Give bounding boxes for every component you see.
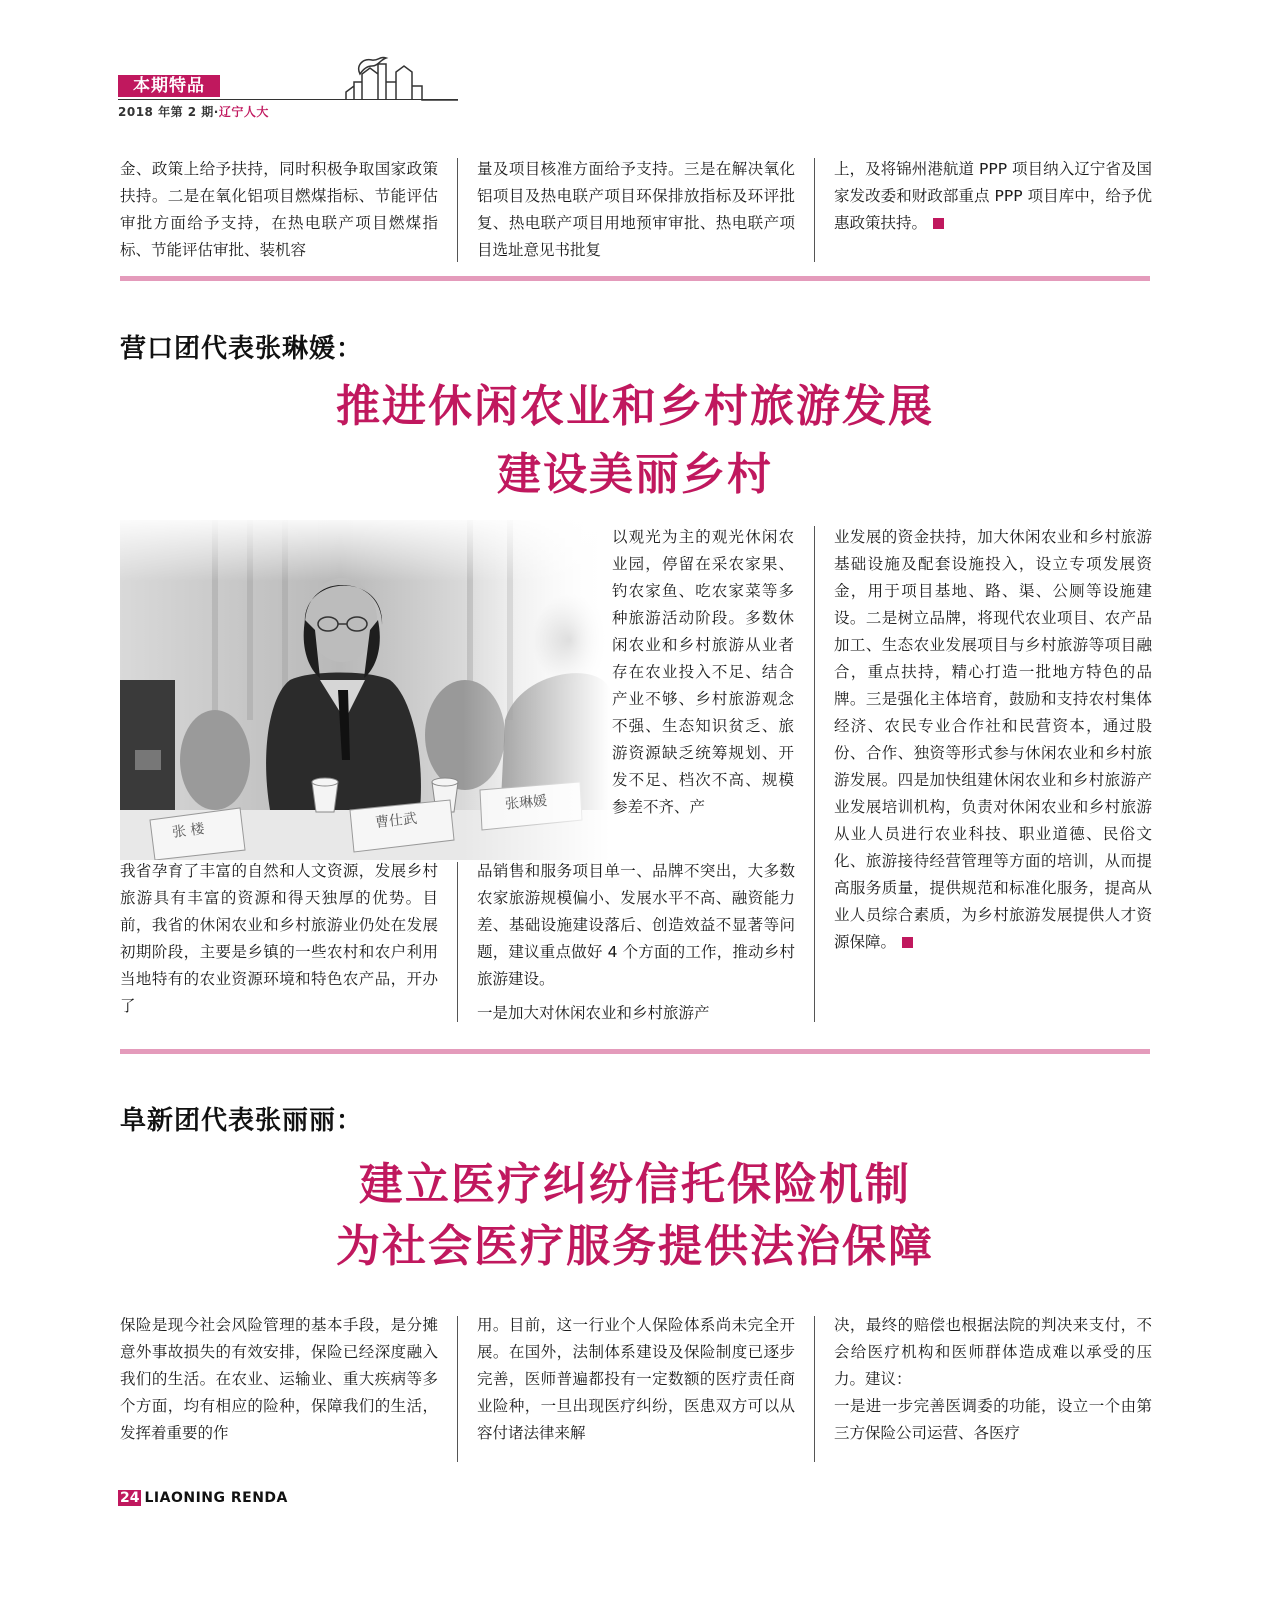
issue-info bbox=[118, 103, 269, 120]
article1-right-column bbox=[834, 524, 1152, 956]
column-rule bbox=[457, 862, 458, 1022]
column-rule bbox=[457, 1316, 458, 1462]
nameplate-2: 曹仕武 bbox=[374, 810, 418, 832]
section-label: 本期特品 bbox=[118, 75, 220, 97]
article2-title-line2: 为社会医疗服务提供法治保障 bbox=[336, 1221, 934, 1272]
column-rule bbox=[814, 158, 815, 262]
column-rule bbox=[814, 526, 815, 1022]
article1-middle-column: 品销售和服务项目单一、品牌不突出，大多数农家旅游规模偏小、发展水平不高、融资能力差、基础设施建设落后、创造效益不显著等问题，建议重点做好 4 个方面的工作，推动乡村旅游建设。 bbox=[477, 862, 795, 988]
article1-title-line1: 推进休闲农业和乡村旅游发展 bbox=[336, 381, 934, 432]
top-column-3-text: 上，及将锦州港航道 PPP 项目纳入辽宁省及国家发改委和财政部重点 PPP 项目库中，给予优惠政策扶持。 bbox=[834, 160, 1152, 232]
article1-right-column-text: 业发展的资金扶持，加大休闲农业和乡村旅游基础设施及配套设施投入，设立专项发展资金，用于项目基地、路、渠、公厕等设施建设。二是树立品牌，将现代农业项目、农产品加工、生态农业发展项目与乡村旅游等项目融合，重点扶持，精心打造一批地方特色的品牌。三是强化主体培育，鼓励和支持农村集体经济、农民专业合作社和民营资本，通过股份、合作、独资等形式参与休闲农业和乡村旅游发展。四是加快组建休闲农业和乡村旅游产业发展培训机构，负责对休闲农业和乡村旅游从业人员进行农业科技、职业道德、民俗文化、旅游接待经营管理等方面的培训，从而提高服务质量，提供规范和标准化服务，提高从业人员综合素质，为乡村旅游发展提供人才资源保障。 bbox=[834, 528, 1152, 951]
section-divider bbox=[120, 1049, 1150, 1054]
article2-right-column: 决，最终的赔偿也根据法院的判决来支付，不会给医疗机构和医师群体造成难以承受的压力。建议： bbox=[834, 1316, 1152, 1388]
article2-right-column-para2: 一是进一步完善医调委的功能，设立一个由第三方保险公司运营、各医疗 bbox=[834, 1397, 1152, 1442]
column-rule bbox=[457, 158, 458, 262]
top-column-3 bbox=[834, 156, 1152, 237]
article1-representative: 营口团代表张琳媛： bbox=[120, 334, 364, 364]
article2-title-line1: 建立医疗纠纷信托保险机制 bbox=[359, 1159, 911, 1210]
page-number: 24 bbox=[120, 1490, 140, 1506]
article2-representative: 阜新团代表张丽丽： bbox=[120, 1106, 364, 1136]
magazine-name: 辽宁人大 bbox=[218, 105, 269, 119]
section-divider bbox=[120, 276, 1150, 281]
article1-title-line2: 建设美丽乡村 bbox=[497, 449, 773, 500]
article1-middle-column-para2: 一是加大对休闲农业和乡村旅游产 bbox=[477, 1004, 710, 1022]
column-rule bbox=[814, 1316, 815, 1462]
end-mark-icon bbox=[902, 937, 913, 948]
top-column-1: 金、政策上给予扶持，同时积极争取国家政策扶持。二是在氧化铝项目燃煤指标、节能评估审批方面给予支持，在热电联产项目燃煤指标、节能评估审批、装机容 bbox=[120, 160, 438, 259]
nameplate-1: 张 楼 bbox=[171, 821, 206, 841]
article2-middle-column: 用。目前，这一行业个人保险体系尚未完全开展。在国外，法制体系建设及保险制度已逐步完善，医师普遍都投有一定数额的医疗责任商业险种，一旦出现医疗纠纷，医患双方可以从容付诸法律来解 bbox=[477, 1316, 795, 1442]
page-footer bbox=[118, 1490, 288, 1506]
footer-magazine-name: LIAONING RENDA bbox=[144, 1490, 288, 1506]
end-mark-icon bbox=[933, 218, 944, 229]
article2-left-column: 保险是现今社会风险管理的基本手段，是分摊意外事故损失的有效安排，保险已经深度融入我们的生活。在农业、运输业、重大疾病等多个方面，均有相应的险种，保障我们的生活，发挥着重要的作 bbox=[120, 1316, 438, 1442]
article1-photo bbox=[120, 520, 610, 860]
city-skyline-icon bbox=[340, 52, 460, 112]
article1-photo-side-column: 以观光为主的观光休闲农业园，停留在采农家果、钓农家鱼、吃农家菜等多种旅游活动阶段。多数休闲农业和乡村旅游从业者存在农业投入不足、结合产业不够、乡村旅游观念不强、生态知识贫乏、旅游资源缺乏统筹规划、开发不足、档次不高、规模参差不齐、产 bbox=[612, 528, 794, 816]
top-column-2: 量及项目核准方面给予支持。三是在解决氧化铝项目及热电联产项目环保排放指标及环评批复、热电联产项目用地预审审批、热电联产项目选址意见书批复 bbox=[477, 160, 795, 259]
article1-left-column: 我省孕育了丰富的自然和人文资源，发展乡村旅游具有丰富的资源和得天独厚的优势。目前，我省的休闲农业和乡村旅游业仍处在发展初期阶段，主要是乡镇的一些农村和农户利用当地特有的农业资源环境和特色农产品，开办了 bbox=[120, 862, 438, 1015]
nameplate-3: 张琳媛 bbox=[504, 793, 548, 813]
issue-number: 2018 年第 2 期· bbox=[118, 105, 219, 119]
